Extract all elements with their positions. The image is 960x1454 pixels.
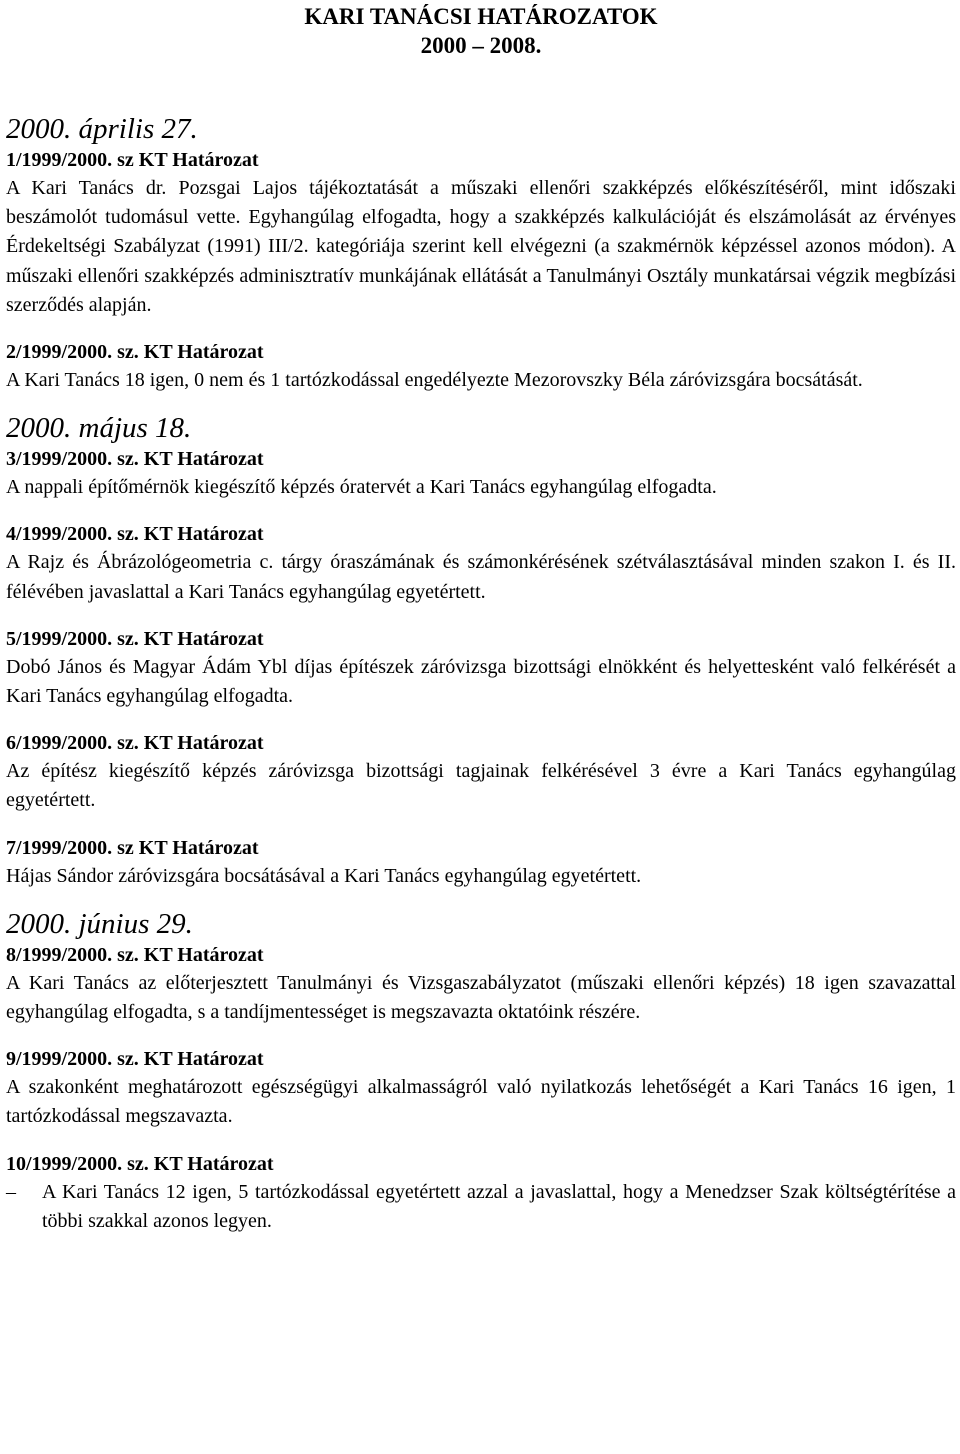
resolution-text: A szakonként meghatározott egészségügyi alkalmasságról való nyilatkozás lehetőségét a Kari Tanács 16 igen, 1 tartózkodással megszavazta. xyxy=(6,1076,956,1128)
resolution-text: A nappali építőmérnök kiegészítő képzés óratervét a Kari Tanács egyhangúlag elfogadta. xyxy=(6,476,717,499)
resolution-6 xyxy=(6,729,956,815)
resolution-id: 8/1999/2000. sz. KT Határozat xyxy=(6,943,264,966)
document-page xyxy=(6,0,956,1236)
resolution-3 xyxy=(6,445,956,502)
resolution-id: 3/1999/2000. sz. KT Határozat xyxy=(6,448,264,471)
resolution-text: A Kari Tanács 18 igen, 0 nem és 1 tartózkodással engedélyezte Mezorovszky Béla záróvizsgára bocsátását. xyxy=(6,369,863,392)
resolution-id: 1/1999/2000. sz KT Határozat xyxy=(6,149,259,171)
resolution-10 xyxy=(6,1150,956,1236)
resolution-id: 6/1999/2000. sz. KT Határozat xyxy=(6,732,264,755)
resolution-id: 2/1999/2000. sz. KT Határozat xyxy=(6,341,264,364)
resolution-text: A Kari Tanács az előterjesztett Tanulmányi és Vizsgaszabályzatot (műszaki ellenőri képzés) 18 igen szavazattal egyhangúlag elfogadta, s a tandíjmentességet is megszavazta oktatóink részére. xyxy=(6,971,956,1024)
resolution-7 xyxy=(6,834,956,891)
date-heading: 2000. június 29. xyxy=(6,907,193,940)
section-2000-04-27 xyxy=(6,112,956,411)
resolution-id: 4/1999/2000. sz. KT Határozat xyxy=(6,523,264,546)
resolution-text: A Kari Tanács dr. Pozsgai Lajos tájékoztatását a műszaki ellenőri szakképzés előkészítéséről, mint időszaki beszámolót tudomásul vette. Egyhangúlag elfogadta, hogy a szakképzés kalkulációját és elszámolását az érvényes Érdekeltségi Szabályzat (1991) III/2. kategóriája szerint kell elvégezni (a szakmérnök képzéssel azonos módon). A műszaki ellenőri szakképzés adminisztratív munkájának ellátását a Tanulmányi Osztály munkatársai végzik megbízási szerződés alapján. xyxy=(6,177,956,316)
resolution-8 xyxy=(6,941,956,1027)
resolution-text: Az építész kiegészítő képzés záróvizsga bizottsági tagjainak felkérésével 3 évre a Kari Tanács egyhangúlag egyetértett. xyxy=(6,760,956,812)
document-title-line1: KARI TANÁCSI HATÁROZATOK xyxy=(304,4,658,29)
resolution-2 xyxy=(6,338,956,395)
resolution-id: 10/1999/2000. sz. KT Határozat xyxy=(6,1152,274,1175)
dash-bullet: – xyxy=(6,1180,16,1203)
section-2000-05-18 xyxy=(6,411,956,907)
section-2000-06-29 xyxy=(6,907,956,1236)
date-heading: 2000. április 27. xyxy=(6,113,198,145)
resolution-text: Hájas Sándor záróvizsgára bocsátásával a Kari Tanács egyhangúlag egyetértett. xyxy=(6,864,642,887)
document-title-line2: 2000 – 2008. xyxy=(420,33,542,58)
resolution-text: Dobó János és Magyar Ádám Ybl díjas építészek záróvizsga bizottsági elnökként és helyettesként való felkérését a Kari Tanács egyhangúlag elfogadta. xyxy=(6,655,956,708)
resolution-9 xyxy=(6,1045,956,1131)
list-item-text: A Kari Tanács 12 igen, 5 tartózkodással egyetértett azzal a javaslattal, hogy a Menedzser Szak költségtérítése a többi szakkal azonos legyen. xyxy=(42,1180,956,1232)
resolution-id: 5/1999/2000. sz. KT Határozat xyxy=(6,627,264,650)
list-item xyxy=(6,1178,956,1236)
resolution-text: A Rajz és Ábrázológeometria c. tárgy óraszámának és számonkérésének szétválasztásával minden szakon I. és II. félévében javaslattal a Kari Tanács egyhangúlag egyetértett. xyxy=(6,551,956,603)
date-heading: 2000. május 18. xyxy=(6,412,192,445)
resolution-id: 9/1999/2000. sz. KT Határozat xyxy=(6,1048,264,1071)
resolution-5 xyxy=(6,625,956,711)
resolution-4 xyxy=(6,520,956,606)
document-title xyxy=(6,2,956,60)
resolution-id: 7/1999/2000. sz KT Határozat xyxy=(6,836,259,859)
resolution-1 xyxy=(6,146,956,320)
